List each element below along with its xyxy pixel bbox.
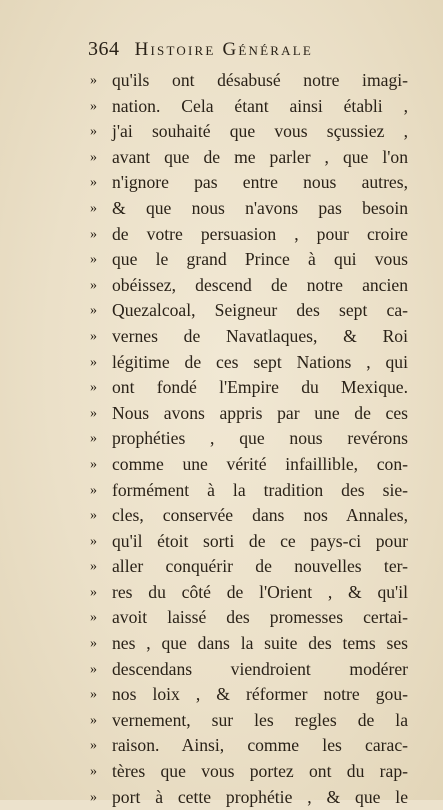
line-text: nes , que dans la suite des tems ses <box>112 633 408 654</box>
text-line <box>90 631 408 657</box>
text-line <box>90 554 408 580</box>
quotation-marker: » <box>90 124 97 140</box>
quotation-marker: » <box>90 354 97 370</box>
quotation-marker: » <box>90 482 97 498</box>
text-line <box>90 682 408 708</box>
quotation-marker: » <box>90 98 97 114</box>
text-line <box>90 145 408 171</box>
line-text: j'ai souhaité que vous sçussiez , <box>112 121 408 142</box>
quotation-marker: » <box>90 303 97 319</box>
quotation-marker: » <box>90 149 97 165</box>
text-line <box>90 657 408 683</box>
line-text: Quezalcoal, Seigneur des sept ca- <box>112 300 408 321</box>
line-text: avant que de me parler , que l'on <box>112 146 408 167</box>
text-line <box>90 759 408 785</box>
quotation-marker: » <box>90 508 97 524</box>
line-text: prophéties , que nous revérons <box>112 428 408 449</box>
page-number: 364 <box>88 38 120 60</box>
line-text: ont fondé l'Empire du Mexique. <box>112 377 408 398</box>
text-line <box>90 375 408 401</box>
line-text: nation. Cela étant ainsi établi , <box>112 95 408 116</box>
line-text: qu'il étoit sorti de ce pays-ci pour <box>112 530 408 551</box>
line-text: & que nous n'avons pas besoin <box>112 197 408 218</box>
text-line <box>90 350 408 376</box>
text-line <box>90 605 408 631</box>
text-line <box>90 273 408 299</box>
text-line <box>90 247 408 273</box>
quotation-marker: » <box>90 636 97 652</box>
line-text: vernes de Navatlaques, & Roi <box>112 325 408 346</box>
running-head: Histoire Générale <box>134 39 313 60</box>
quotation-marker: » <box>90 405 97 421</box>
quotation-marker: » <box>90 277 97 293</box>
quotation-marker: » <box>90 712 97 728</box>
body-text <box>90 68 408 810</box>
quotation-marker: » <box>90 456 97 472</box>
text-line <box>90 452 408 478</box>
quotation-marker: » <box>90 661 97 677</box>
text-line <box>90 401 408 427</box>
line-text: avoit laissé des promesses certai- <box>112 607 408 628</box>
line-text: légitime de ces sept Nations , qui <box>112 351 408 372</box>
quotation-marker: » <box>90 764 97 780</box>
text-line <box>90 196 408 222</box>
quotation-marker: » <box>90 73 97 88</box>
quotation-marker: » <box>90 738 97 754</box>
line-text: res du côté de l'Orient , & qu'il <box>112 581 408 602</box>
quotation-marker: » <box>90 584 97 600</box>
text-line <box>90 68 408 94</box>
quotation-marker: » <box>90 226 97 242</box>
text-line <box>90 503 408 529</box>
line-text: aller conquérir de nouvelles ter- <box>112 556 408 577</box>
page-header <box>88 38 388 62</box>
quotation-marker: » <box>90 252 97 268</box>
line-text: qu'ils ont désabusé notre imagi- <box>112 70 408 90</box>
quotation-marker: » <box>90 200 97 216</box>
text-line <box>90 94 408 120</box>
quotation-marker: » <box>90 431 97 447</box>
line-text: comme une vérité infaillible, con- <box>112 453 408 474</box>
line-text: de votre persuasion , pour croire <box>112 223 408 244</box>
quotation-marker: » <box>90 789 97 805</box>
quotation-marker: » <box>90 175 97 191</box>
line-text: port à cette prophétie , & que le <box>112 786 408 807</box>
text-line <box>90 580 408 606</box>
text-line <box>90 222 408 248</box>
text-line <box>90 708 408 734</box>
line-text: cles, conservée dans nos Annales, <box>112 505 408 526</box>
quotation-marker: » <box>90 559 97 575</box>
text-line <box>90 324 408 350</box>
line-text: raison. Ainsi, comme les carac- <box>112 735 408 756</box>
line-text: n'ignore pas entre nous autres, <box>112 172 408 193</box>
quotation-marker: » <box>90 328 97 344</box>
quotation-marker: » <box>90 610 97 626</box>
line-text: que le grand Prince à qui vous <box>112 249 408 270</box>
line-text: nos loix , & réformer notre gou- <box>112 684 408 705</box>
text-line <box>90 119 408 145</box>
line-text: descendans viendroient modérer <box>112 658 408 679</box>
quotation-marker: » <box>90 687 97 703</box>
text-line <box>90 529 408 555</box>
text-line <box>90 426 408 452</box>
text-line <box>90 733 408 759</box>
text-line <box>90 298 408 324</box>
line-text: Nous avons appris par une de ces <box>112 402 408 423</box>
quotation-marker: » <box>90 380 97 396</box>
line-text: obéissez, descend de notre ancien <box>112 274 408 295</box>
line-text: formément à la tradition des sie- <box>112 479 408 500</box>
line-text: tères que vous portez ont du rap- <box>112 761 408 782</box>
line-text: vernement, sur les regles de la <box>112 709 408 730</box>
quotation-marker: » <box>90 533 97 549</box>
text-line <box>90 170 408 196</box>
text-line <box>90 785 408 810</box>
text-line <box>90 478 408 504</box>
